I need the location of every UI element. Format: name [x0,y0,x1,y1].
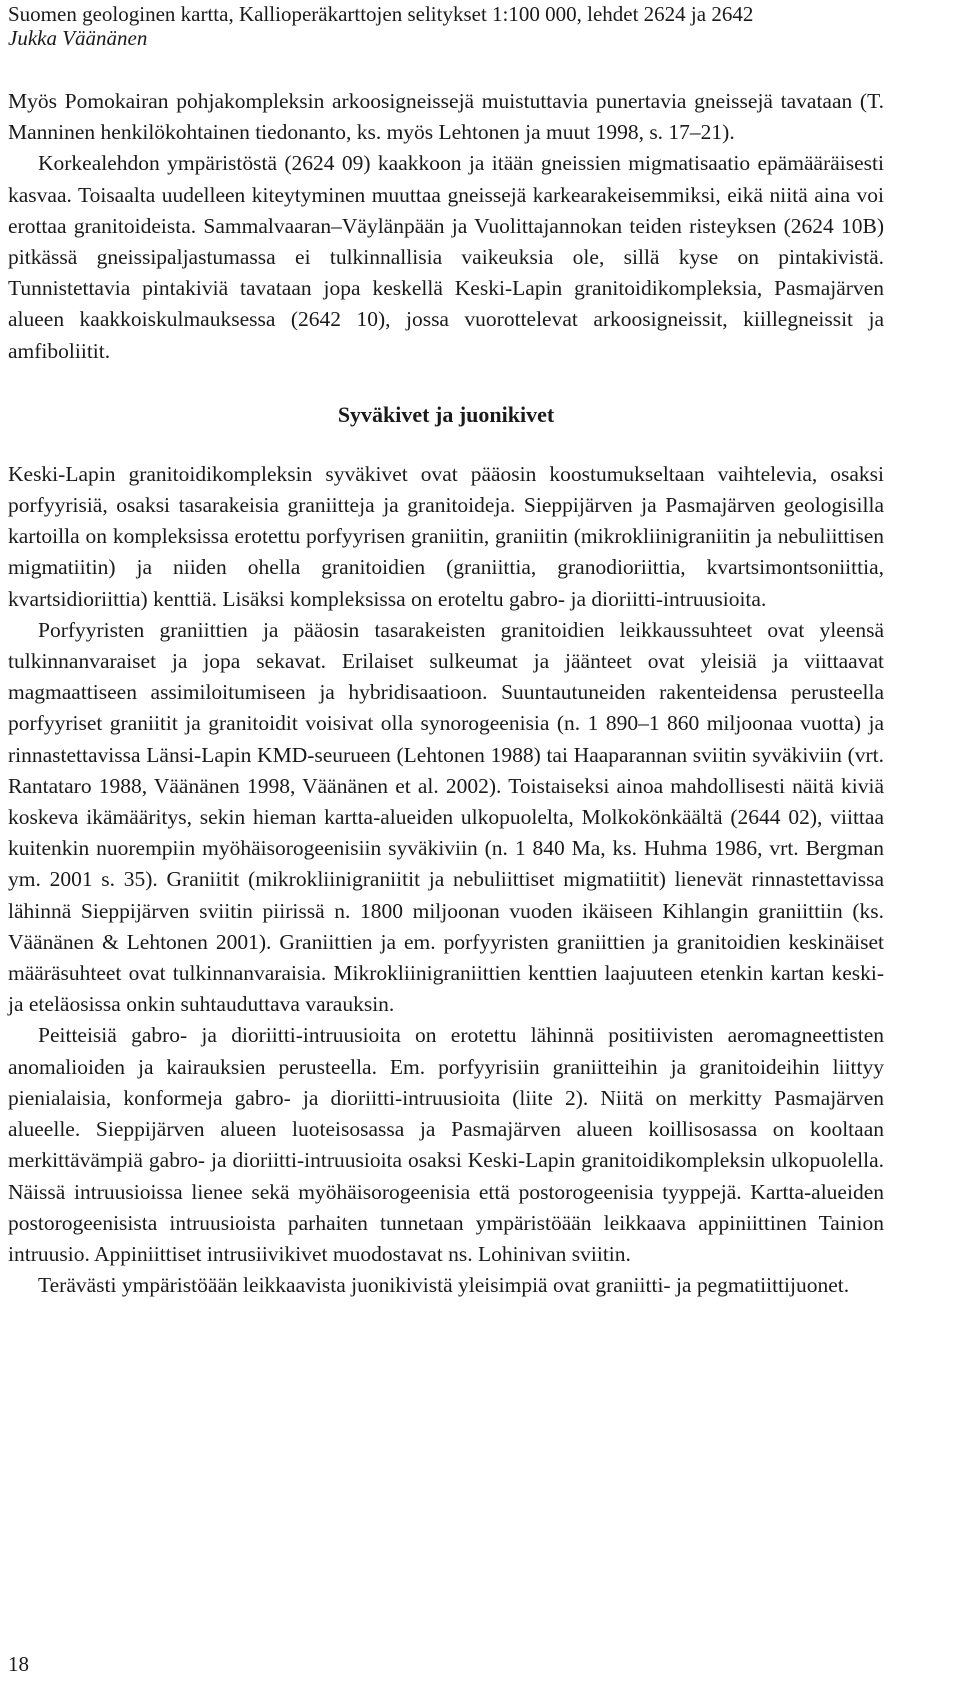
paragraph: Porfyyristen graniittien ja pääosin tasarakeisten granitoidien leikkaussuhteet ovat yleensä tulkinnanvaraiset ja jopa sekavat. Erilaiset sulkeumat ja jäänteet ovat yleisiä ja viittaavat magmaattiseen assimiloitumiseen ja hybridisaatioon. Suuntautuneiden rakenteidensa perusteella porfyyriset graniitit ja granitoidit voisivat olla synorogeenisia (n. 1 890–1 860 miljoonaa vuotta) ja rinnastettavissa Länsi-Lapin KMD-seurueen (Lehtonen 1988) tai Haaparannan sviitin syväkiviin (vrt. Rantataro 1988, Väänänen 1998, Väänänen et al. 2002). Toistaiseksi ainoa mahdollisesti näitä kiviä koskeva ikämääritys, sekin hieman kartta-alueiden ulkopuolelta, Molkokönkäältä (2644 02), viittaa kuitenkin nuorempiin myöhäisorogeenisiin syväkiviin (n. 1 840 Ma, ks. Huhma 1986, vrt. Bergman ym. 2001 s. 35). Graniitit (mikrokliinigraniitit ja nebuliittiset migmatiitit) lienevät rinnastettavissa lähinnä Sieppijärven sviitin piirissä n. 1800 miljoonan vuoden ikäiseen Kihlangin graniittiin (ks. Väänänen & Lehtonen 2001). Graniittien ja em. porfyyristen graniittien ja granitoidien keskinäiset määräsuhteet ovat tulkinnanvaraisia. Mikrokliinigraniittien kenttien laajuuteen etenkin kartan keski- ja eteläosissa onkin suhtauduttava varauksin. [8,617,884,1017]
paragraph: Keski-Lapin granitoidikompleksin syväkivet ovat pääosin koostumukseltaan vaihtelevia, osaksi porfyyrisiä, osaksi tasarakeisia graniitteja ja granitoideja. Sieppijärven ja Pasmajärven geologisilla kartoilla on kompleksissa erotettu porfyyrisen graniitin, graniitin (mikrokliinigraniitin ja nebuliittisen migmatiitin) ja niiden ohella granitoidien (graniittia, granodioriittia, kvartsimontsoniittia, kvartsidioriittia) kenttiä. Lisäksi kompleksissa on eroteltu gabro- ja dioriitti-intruusioita. [8,461,884,611]
body-text [8,86,884,1301]
paragraph: Peitteisiä gabro- ja dioriitti-intruusioita on erotettu lähinnä positiivisten aeromagneettisten anomalioiden ja kairauksien perusteella. Em. porfyyrisiin graniitteihin ja granitoideihin liittyy pienialaisia, konformeja gabro- ja dioriitti-intruusioita (liite 2). Niitä on merkitty Pasmajärven alueelle. Sieppijärven alueen luoteisosassa ja Pasmajärven alueen koillisosassa on kooltaan merkittävämpiä gabro- ja dioriitti-intruusioita osaksi Keski-Lapin granitoidikompleksin ulkopuolella. Näissä intruusioissa lienee sekä myöhäisorogeenisia että postorogeenisia tyyppejä. Kartta-alueiden postorogeenisista intruusioista parhaiten tunnetaan ympäristöään leikkaava appiniittinen Tainion intruusio. Appiniittiset intrusiivikivet muodostavat ns. Lohinivan sviitin. [8,1023,884,1266]
running-header [8,2,753,50]
section-heading: Syväkivet ja juonikivet [337,401,555,427]
page-number: 18 [8,1652,29,1676]
paragraph: Terävästi ympäristöään leikkaavista juonikivistä yleisimpiä ovat graniitti- ja pegmatiittijuonet. [38,1273,850,1298]
paragraph: Myös Pomokairan pohjakompleksin arkoosigneissejä muistuttavia punertavia gneissejä tavataan (T. Manninen henkilökohtainen tiedonanto, ks. myös Lehtonen ja muut 1998, s. 17–21). [8,89,884,145]
header-author: Jukka Väänänen [8,26,148,50]
header-title: Suomen geologinen kartta, Kallioperäkarttojen selitykset 1:100 000, lehdet 2624 ja 2642 [8,2,754,26]
paragraph: Korkealehdon ympäristöstä (2624 09) kaakkoon ja itään gneissien migmatisaatio epämääräisesti kasvaa. Toisaalta uudelleen kiteytyminen muuttaa gneissejä karkearakeisemmiksi, eikä niitä aina voi erottaa granitoideista. Sammalvaaran–Väylänpään ja Vuolittajannokan teiden risteyksen (2624 10B) pitkässä gneissipaljastumassa ei tulkinnallisia vaikeuksia ole, sillä kyse on pintakivistä. Tunnistettavia pintakiviä tavataan jopa keskellä Keski-Lapin granitoidikompleksia, Pasmajärven alueen kaakkoiskulmauksessa (2642 10), jossa vuorottelevat arkoosigneissit, kiillegneissit ja amfiboliitit. [8,151,884,363]
